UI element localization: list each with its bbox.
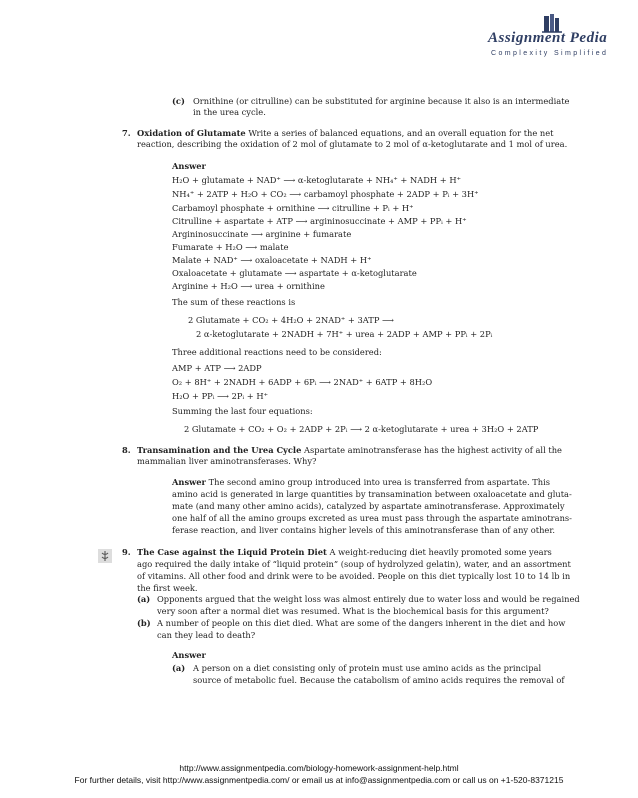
q6c-line1: Ornithine (or citrulline) can be substituted for arginine because it also is an intermediate [193, 96, 570, 106]
footer-url: http://www.assignmentpedia.com/biology-homework-assignment-help.html [179, 763, 459, 773]
q9-title: The Case against the Liquid Protein Diet [137, 547, 327, 557]
q9-part-b-label: (b) [137, 618, 151, 628]
q9-part-b-line1: A number of people on this diet died. What are some of the dangers inherent in the diet and how [157, 618, 566, 628]
q7-eq6: Fumarate + H₂O ⟶ malate [172, 242, 289, 252]
q7-title: Oxidation of Glutamate [137, 128, 246, 138]
q7-eq2: NH₄⁺ + 2ATP + H₂O + CO₂ ⟶ carbamoyl phosphate + 2ADP + Pᵢ + 3H⁺ [172, 189, 479, 199]
q7-heading [137, 128, 554, 140]
q7-sum-line1: 2 Glutamate + CO₂ + 4H₂O + 2NAD⁺ + 3ATP ⟶ [188, 315, 394, 325]
q7-add2: O₂ + 8H⁺ + 2NADH + 6ADP + 6Pᵢ ⟶ 2NAD⁺ + 6ATP + 8H₂O [172, 377, 433, 387]
q7-eq9: Arginine + H₂O ⟶ urea + ornithine [172, 281, 325, 291]
q7-additional-label: Three additional reactions need to be considered: [172, 347, 382, 357]
q9-part-a-label: (a) [137, 594, 151, 604]
q9-part-a-line2: very soon after a normal diet was resumed. What is the biochemical basis for this argument? [157, 606, 549, 616]
q7-eq5: Argininosuccinate ⟶ arginine + fumarate [172, 229, 352, 239]
q9-text1: A weight-reducing diet heavily promoted some years [329, 547, 552, 557]
q9-part-b-line2: can they lead to death? [157, 630, 256, 640]
q8-title: Transamination and the Urea Cycle [137, 445, 302, 455]
q9-text2: ago required the daily intake of “liquid protein” (soup of hydrolyzed gelatin), water, and an assortment [137, 559, 571, 569]
q8-text2: mammalian liver aminotransferases. Why? [137, 456, 317, 466]
q7-add3: H₂O + PPᵢ ⟶ 2Pᵢ + H⁺ [172, 391, 268, 401]
q9-text4: the first week. [137, 583, 198, 593]
q7-number: 7. [122, 128, 131, 138]
q9-part-a-line1: Opponents argued that the weight loss was almost entirely due to water loss and would be regained [157, 594, 580, 604]
q8-answer-text3: mate (and many other amino acids), catalyzed by aspartate aminotransferase. Approximately [172, 501, 565, 511]
q7-final-equation: 2 Glutamate + CO₂ + O₂ + 2ADP + 2Pᵢ ⟶ 2 α-ketoglutarate + urea + 3H₂O + 2ATP [184, 424, 539, 434]
q9-answer-a-line1: A person on a diet consisting only of protein must use amino acids as the principal [193, 663, 542, 673]
q9-heading [137, 547, 552, 559]
q8-answer-text1: The second amino group introduced into urea is transferred from aspartate. This [208, 477, 551, 487]
q7-eq3: Carbamoyl phosphate + ornithine ⟶ citrulline + Pᵢ + H⁺ [172, 203, 414, 213]
q7-answer-label: Answer [172, 161, 206, 171]
q9-answer-label: Answer [172, 650, 206, 660]
q9-answer-a-line2: source of metabolic fuel. Because the catabolism of amino acids requires the removal of [193, 675, 565, 685]
q8-answer-label: Answer [172, 477, 206, 487]
q7-eq4: Citrulline + aspartate + ATP ⟶ argininosuccinate + AMP + PPᵢ + H⁺ [172, 216, 467, 226]
q8-heading [137, 445, 562, 457]
q7-text1: Write a series of balanced equations, and an overall equation for the net [248, 128, 554, 138]
q7-last-label: Summing the last four equations: [172, 406, 313, 416]
q7-add1: AMP + ATP ⟶ 2ADP [172, 363, 262, 373]
q8-answer-text4: one half of all the amino groups excreted as urea must pass through the aspartate aminotrans- [172, 513, 572, 523]
q7-eq1: H₂O + glutamate + NAD⁺ ⟶ α-ketoglutarate + NH₄⁺ + NADH + H⁺ [172, 175, 461, 185]
q7-text2: reaction, describing the oxidation of 2 mol of glutamate to 2 mol of α-ketoglutarate and 1 mol of urea. [137, 139, 568, 149]
q8-answer-line1 [172, 477, 550, 489]
q7-sum-label: The sum of these reactions is [172, 297, 296, 307]
q8-text1: Aspartate aminotransferase has the highest activity of all the [304, 445, 562, 455]
q8-number: 8. [122, 445, 131, 455]
logo-title: Assignment Pedia [488, 30, 608, 46]
q8-answer-text2: amino acid is generated in large quantities by transamination between oxaloacetate and gluta- [172, 489, 572, 499]
q9-text3: of vitamins. All other food and drink were to be avoided. People on this diet typically lost 10 to 14 lb in [137, 571, 571, 581]
footer-contact: For further details, visit http://www.assignmentpedia.com/ or email us at info@assignmentpedia.com or call us on +1-520-8371215 [74, 775, 564, 785]
q9-answer-a-label: (a) [172, 663, 186, 673]
q9-number: 9. [122, 547, 131, 557]
q6c-label: (c) [172, 96, 185, 106]
q8-answer-text5: ferase reaction, and liver contains higher levels of this aminotransferase than of any other. [172, 525, 556, 535]
q6c-line2: in the urea cycle. [193, 107, 266, 117]
q7-eq8: Oxaloacetate + glutamate ⟶ aspartate + α-ketoglutarate [172, 268, 417, 278]
q7-eq7: Malate + NAD⁺ ⟶ oxaloacetate + NADH + H⁺ [172, 255, 372, 265]
q7-sum-line2: 2 α-ketoglutarate + 2NADH + 7H⁺ + urea + 2ADP + AMP + PPᵢ + 2Pᵢ [196, 329, 493, 339]
problem-marker-icon [98, 549, 112, 563]
logo-tagline: Complexity Simplified [491, 50, 609, 57]
